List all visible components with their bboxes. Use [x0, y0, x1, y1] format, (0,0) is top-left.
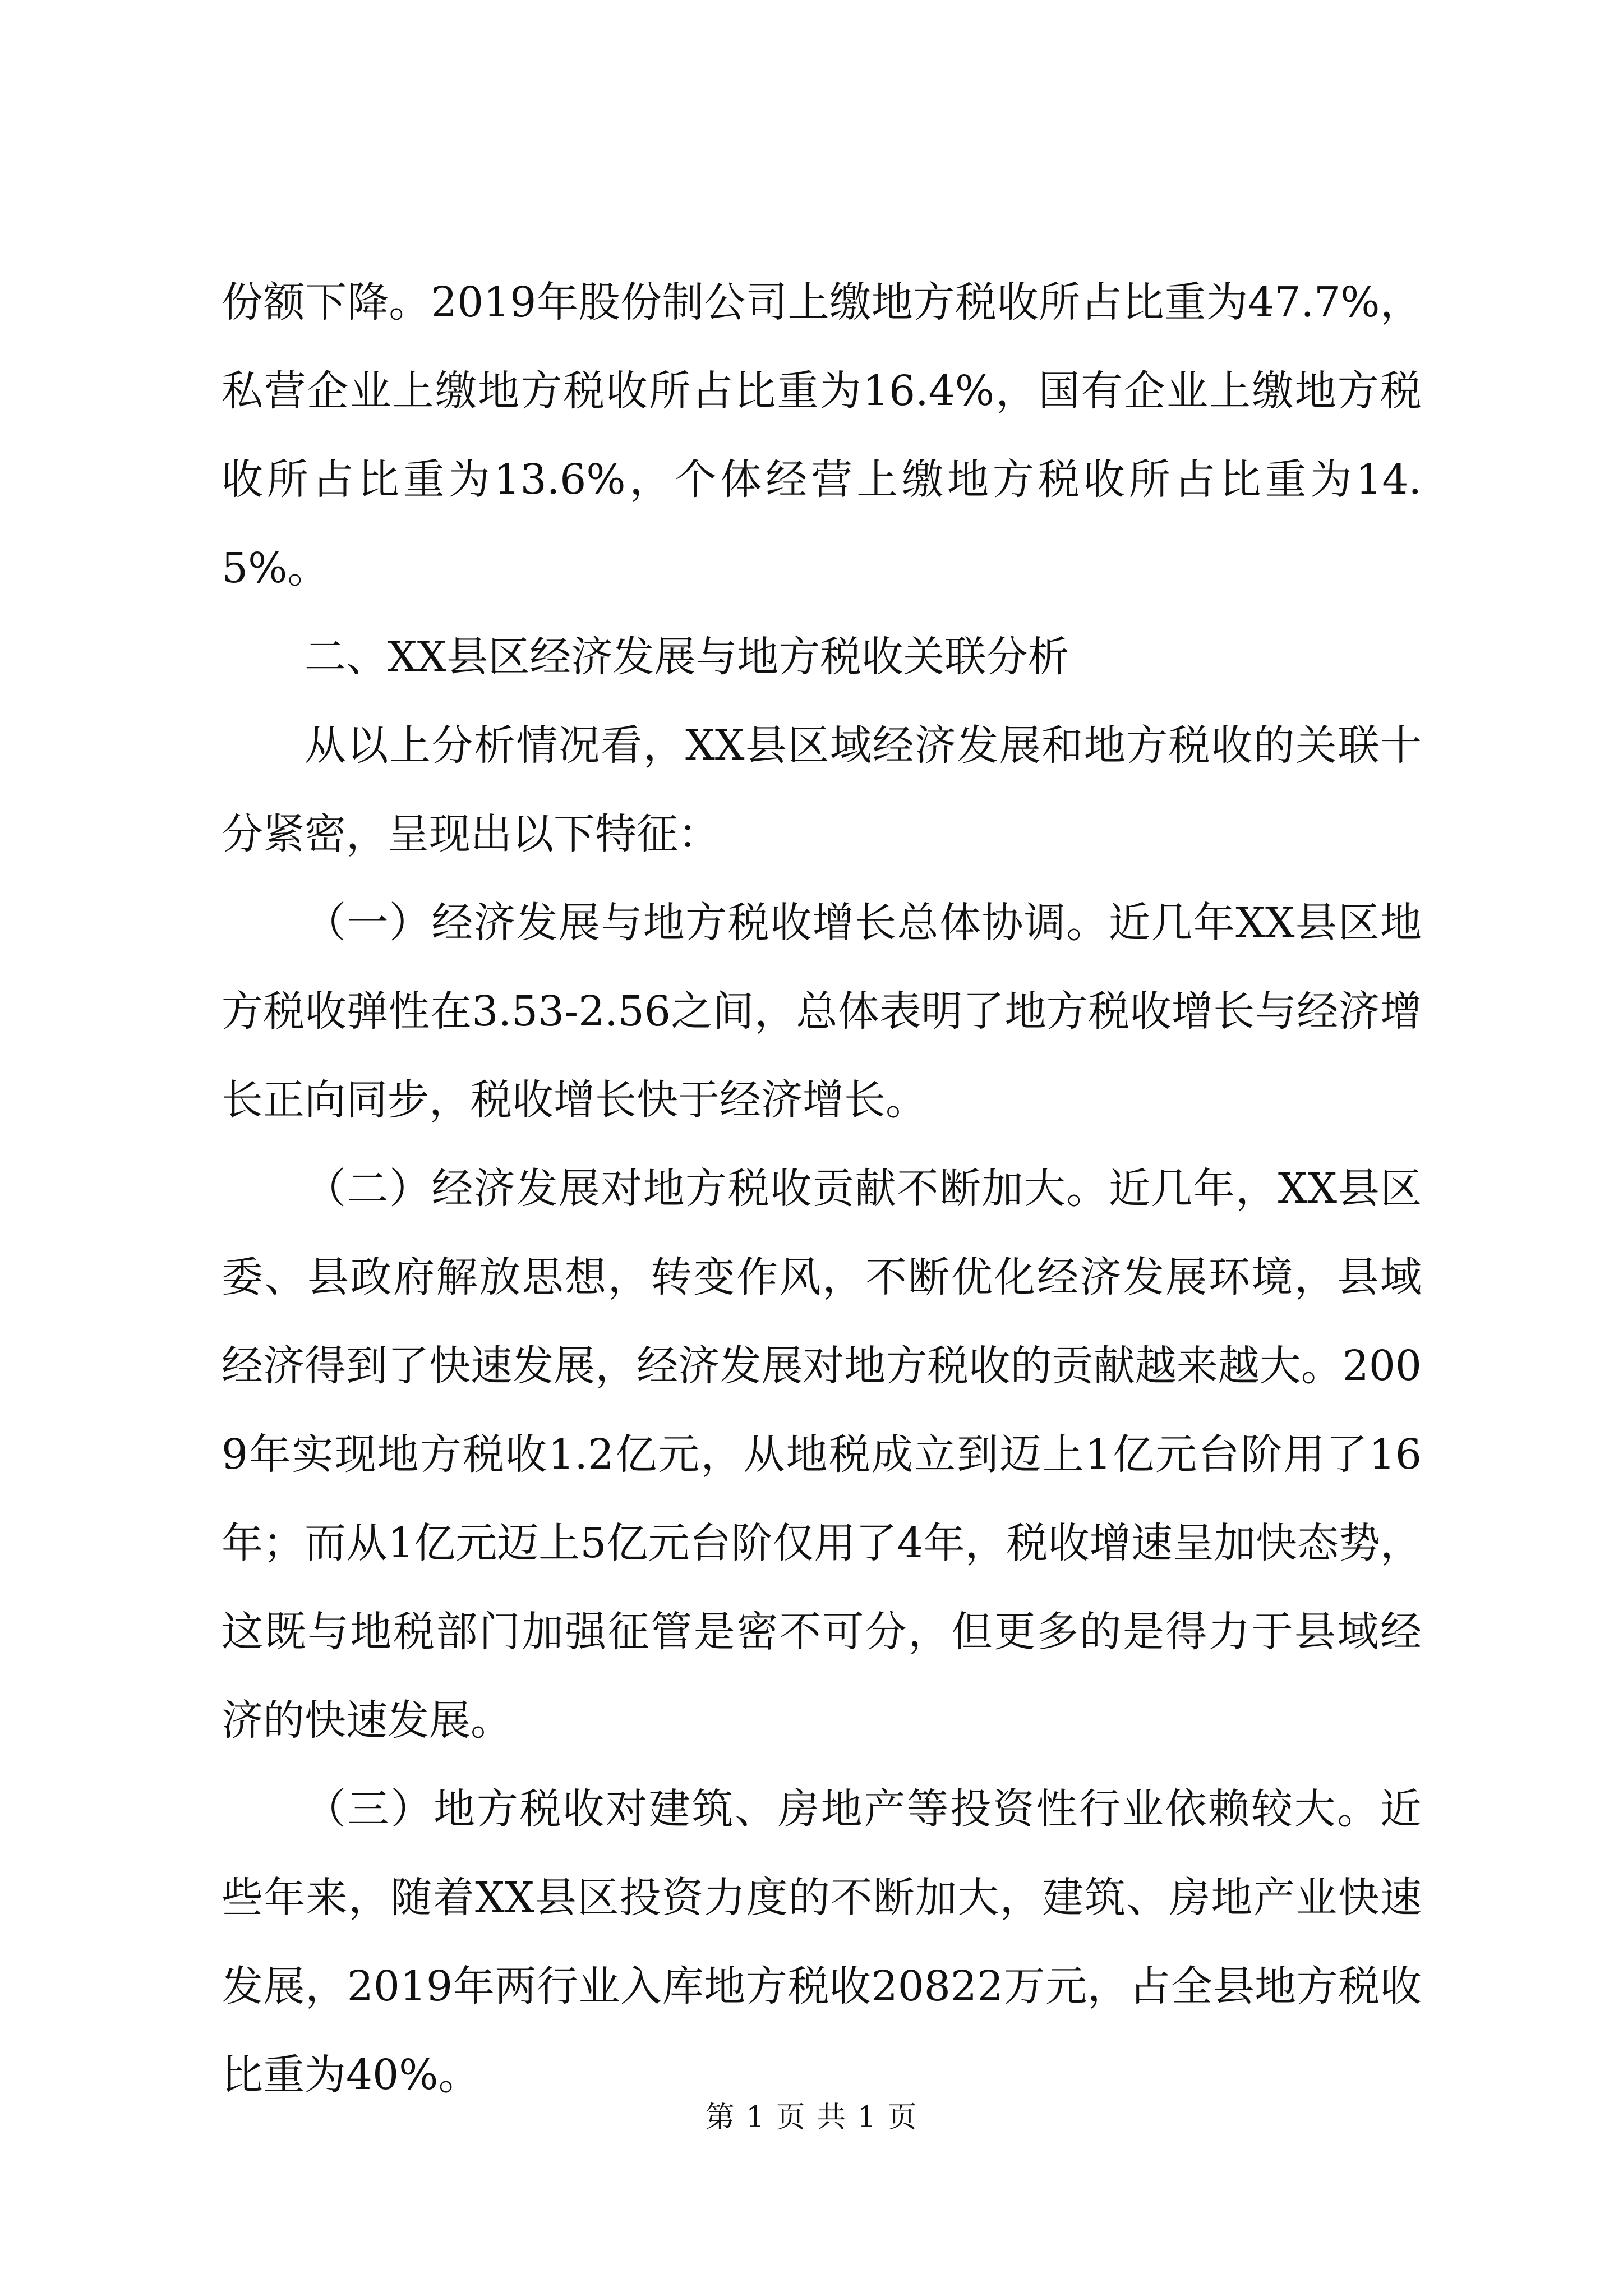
- paragraph-continuation: 份额下降。2019年股份制公司上缴地方税收所占比重为47.7%，私营企业上缴地方税收所占比重为16.4%，国有企业上缴地方税收所占比重为13.6%，个体经营上缴地方税收所占比重为14.5%。: [222, 278, 1422, 592]
- paragraph-point-1: （一）经济发展与地方税收增长总体协调。近几年XX县区地方税收弹性在3.53-2.56之间，总体表明了地方税收增长与经济增长正向同步，税收增长快于经济增长。: [222, 899, 1422, 1124]
- document-body: [222, 258, 1422, 2119]
- paragraph-intro: 从以上分析情况看，XX县区域经济发展和地方税收的关联十分紧密，呈现出以下特征：: [222, 721, 1422, 858]
- paragraph-point-2: （二）经济发展对地方税收贡献不断加大。近几年，XX县区委、县政府解放思想，转变作风，不断优化经济发展环境，县域经济得到了快速发展，经济发展对地方税收的贡献越来越大。2009年实现地方税收1.2亿元，从地税成立到迈上1亿元台阶用了16年；而从1亿元迈上5亿元台阶仅用了4年，税收增速呈加快态势，这既与地税部门加强征管是密不可分，但更多的是得力于县域经济的快速发展。: [222, 1165, 1422, 1745]
- section-heading: 二、XX县区经济发展与地方税收关联分析: [305, 633, 1069, 681]
- paragraph-point-3: （三）地方税收对建筑、房地产等投资性行业依赖较大。近些年来，随着XX县区投资力度的不断加大，建筑、房地产业快速发展，2019年两行业入库地方税收20822万元，占全县地方税收比重为40%。: [222, 1785, 1422, 2099]
- page-number-footer: 第 1 页 共 1 页: [705, 2101, 918, 2134]
